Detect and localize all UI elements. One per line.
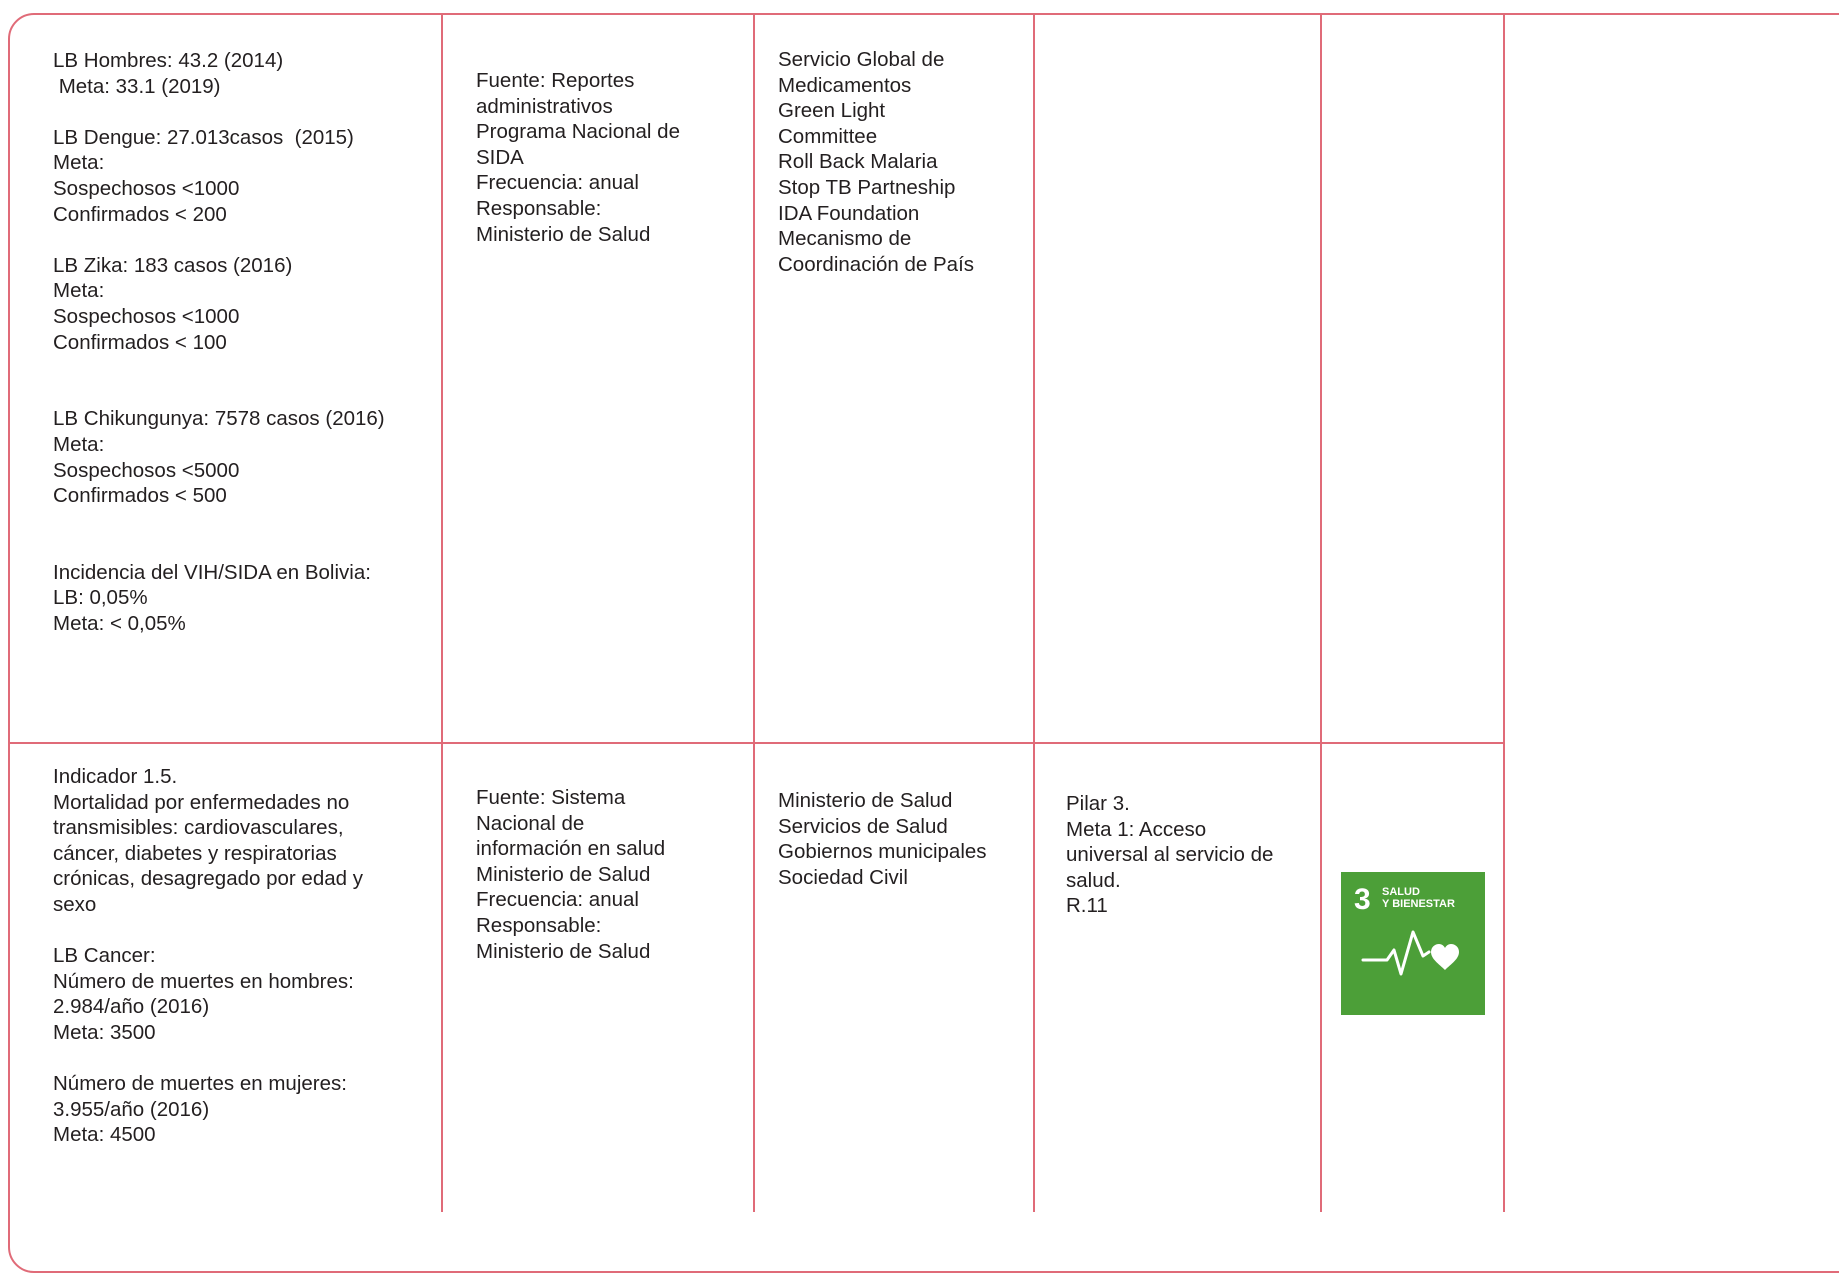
text-line: Stop TB Partneship xyxy=(778,175,956,199)
text-line: Número de muertes en hombres: xyxy=(53,969,354,993)
text-line: Fuente: Sistema xyxy=(476,786,626,809)
row-divider xyxy=(10,742,1504,744)
text-line: LB: 0,05% xyxy=(53,586,148,610)
text-line: Sospechosos <1000 xyxy=(53,304,240,328)
text-line: Mortalidad por enfermedades no xyxy=(53,790,350,814)
text-line: Sospechosos <1000 xyxy=(53,176,240,200)
text-line: Meta: 4500 xyxy=(53,1123,156,1147)
text-line: Programa Nacional de xyxy=(476,120,680,144)
text-line: Meta: < 0,05% xyxy=(53,612,186,636)
text-line: universal al servicio de xyxy=(1066,843,1274,867)
text-line: Indicador 1.5. xyxy=(53,765,178,788)
text-line: Ministerio de Salud xyxy=(476,862,651,886)
text-line: IDA Foundation xyxy=(778,201,920,225)
text-line: Committee xyxy=(778,124,878,148)
text-line: Sospechosos <5000 xyxy=(53,458,240,482)
text-line: información en salud xyxy=(476,837,666,861)
text-line: Fuente: Reportes xyxy=(476,69,635,92)
text-line: Responsable: xyxy=(476,913,602,937)
sdg3-badge xyxy=(1341,872,1485,1015)
text-line: Coordinación de País xyxy=(778,252,975,276)
row2-source-cell xyxy=(476,785,665,964)
text-line: transmisibles: cardiovasculares, xyxy=(53,816,344,840)
text-line: LB Chikungunya: 7578 casos (2016) xyxy=(53,407,385,431)
text-line: Sociedad Civil xyxy=(778,865,908,889)
text-line: LB Dengue: 27.013casos (2015) xyxy=(53,125,354,149)
text-line: R.11 xyxy=(1066,894,1108,918)
text-line xyxy=(53,509,385,535)
text-line: salud. xyxy=(1066,868,1121,892)
text-line: Servicio Global de xyxy=(778,48,945,71)
row1-source-cell xyxy=(476,68,680,247)
column-divider xyxy=(1033,15,1035,1212)
text-line: Meta: 3500 xyxy=(53,1020,156,1044)
heartbeat-heart-icon xyxy=(1361,924,1465,980)
text-line: Ministerio de Salud xyxy=(476,222,651,246)
text-line xyxy=(53,534,385,560)
text-line: Green Light xyxy=(778,99,886,123)
text-line: Ministerio de Salud xyxy=(476,939,651,963)
row2-partners-cell xyxy=(778,788,987,890)
text-line: LB Zika: 183 casos (2016) xyxy=(53,253,293,277)
row2-pillar-cell xyxy=(1066,791,1273,919)
text-line: 2.984/año (2016) xyxy=(53,995,210,1019)
text-line xyxy=(53,355,385,381)
text-line: sexo xyxy=(53,892,97,916)
row1-partners-cell xyxy=(778,47,974,277)
text-line: Incidencia del VIH/SIDA en Bolivia: xyxy=(53,560,371,584)
column-divider xyxy=(1320,15,1322,1212)
text-line: Pilar 3. xyxy=(1066,792,1130,815)
column-divider xyxy=(1503,15,1505,1212)
text-line: Meta: 33.1 (2019) xyxy=(53,74,221,98)
column-divider xyxy=(753,15,755,1212)
text-line xyxy=(53,227,385,253)
text-line: Meta: xyxy=(53,151,105,175)
text-line: Frecuencia: anual xyxy=(476,171,639,195)
row1-indicator-cell xyxy=(53,48,385,637)
sdg-number: 3 xyxy=(1354,883,1371,916)
text-line xyxy=(53,1046,363,1072)
text-line: Mecanismo de xyxy=(778,227,912,251)
text-line: cáncer, diabetes y respiratorias xyxy=(53,841,337,865)
text-line: SIDA xyxy=(476,145,524,169)
text-line: Confirmados < 200 xyxy=(53,202,227,226)
text-line: Meta 1: Acceso xyxy=(1066,817,1207,841)
text-line: crónicas, desagregado por edad y xyxy=(53,867,363,891)
text-line: Roll Back Malaria xyxy=(778,150,938,174)
text-line: Confirmados < 100 xyxy=(53,330,227,354)
text-line: Gobiernos municipales xyxy=(778,840,987,864)
text-line: Meta: xyxy=(53,279,105,303)
column-divider xyxy=(441,15,443,1212)
text-line: Confirmados < 500 xyxy=(53,484,227,508)
text-line xyxy=(53,99,385,125)
text-line: Nacional de xyxy=(476,811,585,835)
text-line: Meta: xyxy=(53,432,105,456)
text-line: Frecuencia: anual xyxy=(476,888,639,912)
row2-indicator-cell xyxy=(53,764,363,1148)
text-line: Medicamentos xyxy=(778,73,912,97)
text-line: Responsable: xyxy=(476,196,602,220)
text-line xyxy=(53,381,385,407)
text-line xyxy=(53,918,363,944)
text-line: administrativos xyxy=(476,94,613,118)
text-line: 3.955/año (2016) xyxy=(53,1097,210,1121)
text-line: Ministerio de Salud xyxy=(778,789,953,812)
text-line: Servicios de Salud xyxy=(778,814,948,838)
sdg-title: SALUD Y BIENESTAR xyxy=(1382,886,1455,910)
text-line: LB Cancer: xyxy=(53,944,156,968)
text-line: LB Hombres: 43.2 (2014) xyxy=(53,49,284,72)
text-line: Número de muertes en mujeres: xyxy=(53,1072,347,1096)
